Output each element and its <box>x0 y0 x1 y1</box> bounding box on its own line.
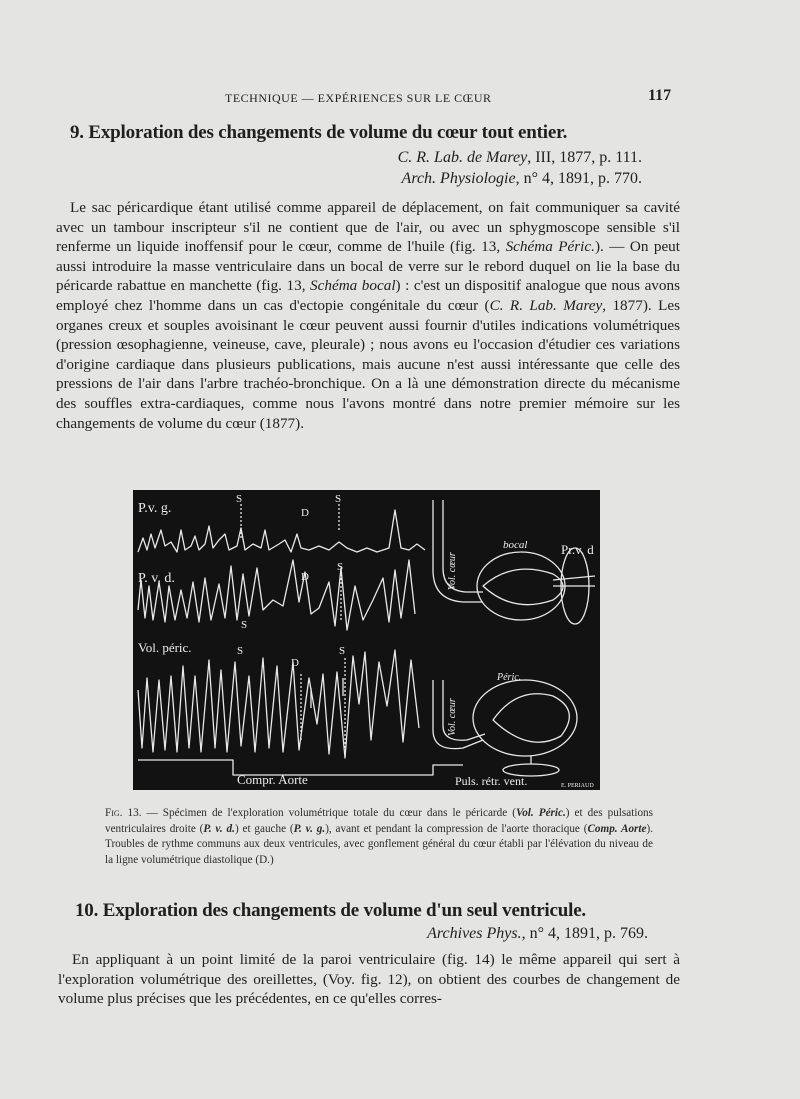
figure-13-engraving <box>133 490 600 790</box>
ref-source: Archives Phys. <box>427 925 522 942</box>
section-9-paragraph <box>56 198 680 433</box>
fig-label-d: D <box>301 507 309 519</box>
text-run: , 1877). Les organes creux et souples avoisinant le cœur peuvent aussi fournir d'utiles indications volumétriques (pression œsophagienne, veineuse, cave, pleurale) ; nous avons eu l'occasion d'étudier ces variations d'origine cardiaque dans plusieurs publications, mais aucune n'est aussi intéressante que celle des pressions de l'air dans l'arbre trachéo-bronchique. On a là une démonstration directe du mécanisme des souffles extra-cardiaques, comme nous l'avons montré dans notre premier mémoire sur les changements de volume du cœur (1877). <box>56 296 680 432</box>
fig-label-pvg: P.v. g. <box>138 501 172 516</box>
text-run: — Spécimen de l'exploration volumétrique totale du cœur dans le péricarde ( <box>141 807 516 819</box>
fig-label-prvd: Pr.v. d <box>561 542 594 557</box>
text-run: ), avant et pendant la compression de l'aorte thoracique ( <box>325 822 588 835</box>
ref-detail: , III, 1877, p. 111. <box>527 149 642 166</box>
ref-source: C. R. Lab. de Marey <box>397 149 528 166</box>
fig-label-s: S <box>237 645 244 657</box>
section-9-heading: 9. Exploration des changements de volume du cœur tout entier. <box>70 122 568 143</box>
figure-13-caption <box>105 806 653 868</box>
section-10-reference <box>427 925 648 943</box>
text-run: ). — On peut aussi introduire la masse ventriculaire dans un bocal de verre sur le rebord duquel on lie la base du péricarde rabattue en manchette (fig. 13, <box>56 238 680 295</box>
section-10-heading: 10. Exploration des changements de volume d'un seul ventricule. <box>75 900 586 921</box>
fig-label-s: S <box>236 493 243 505</box>
fig-label-vol-coeur-bottom: Vol. cœur <box>447 698 458 736</box>
text-run: Le sac péricardique étant utilisé comme appareil de déplacement, on fait communiquer sa cavité avec un tambour inscripteur s'il ne contient que de l'air, ou avec un sphygmoscope sensible s'il renferme un liquide inoffensif pour le cœur, comme de l'huile (fig. 13, <box>56 199 680 256</box>
text-run: ) et des pulsations ventriculaires droite ( <box>105 807 653 835</box>
text-run: ). Troubles de rythme communs aux deux ventricules, avec gonflement général du cœur établi par l'élévation du niveau de la ligne volumétrique diastolique (D.) <box>105 822 654 866</box>
italic-run: Vol. Péric. <box>515 807 566 819</box>
trace-pvd <box>138 560 415 630</box>
running-head: TECHNIQUE — EXPÉRIENCES SUR LE CŒUR <box>225 91 492 105</box>
fig-label-d: D <box>301 571 309 583</box>
apparatus-bocal-tube <box>433 500 483 602</box>
ref-source: Arch. Physiologie <box>401 170 516 187</box>
apparatus-heart <box>493 694 569 743</box>
italic-run: P. v. g. <box>293 822 326 835</box>
caption-label: Fig. 13. <box>105 807 142 819</box>
fig-label-compr-aorte: Compr. Aorte <box>237 772 308 787</box>
apparatus-heart <box>483 569 563 605</box>
apparatus-peric-sac <box>473 680 577 756</box>
italic-run: Schéma Péric. <box>505 238 595 256</box>
fig-label-s: S <box>337 561 344 573</box>
fig-label-s: S <box>335 493 342 505</box>
section-9-reference-2 <box>402 170 642 188</box>
ref-detail: , n° 4, 1891, p. 770. <box>515 170 642 187</box>
fig-label-peric: Péric. <box>497 672 522 683</box>
text-run: ) et gauche ( <box>234 822 294 835</box>
section-9-reference-1 <box>398 149 642 167</box>
fig-label-pvd: P. v. d. <box>138 571 175 586</box>
page-number: 117 <box>648 87 672 104</box>
trace-pvg <box>138 510 425 552</box>
text-run: ) : c'est un dispositif analogue que nous avons employé chez l'homme dans un cas d'ectopie congénitale du cœur ( <box>56 277 681 314</box>
apparatus-peric-tube <box>433 680 483 749</box>
fig-label-bocal: bocal <box>503 539 528 551</box>
fig-label-s: S <box>241 619 248 631</box>
fig-label-d: D <box>291 657 299 669</box>
fig-signature: E. PERIAUD <box>561 783 594 789</box>
trace-vol-peric <box>138 650 419 758</box>
fig-label-vol-coeur-top: Vol. cœur <box>447 552 458 590</box>
apparatus-bocal-jar <box>477 552 565 620</box>
italic-run: Schéma bocal <box>310 277 396 295</box>
italic-run: C. R. Lab. Marey <box>489 296 603 314</box>
italic-run: Comp. Aorte <box>587 822 647 835</box>
fig-label-puls: Puls. rétr. vent. <box>455 774 528 788</box>
italic-run: P. v. d. <box>203 822 235 835</box>
ref-detail: , n° 4, 1891, p. 769. <box>521 925 648 942</box>
figure-13-plate <box>133 490 600 790</box>
section-10-paragraph: En appliquant à un point limité de la paroi ventriculaire (fig. 14) le même appareil qui sert à l'exploration volumétrique des oreillettes, (Voy. fig. 12), on obtient des courbes de changement de volume plus précises que les précédentes, en ce qu'elles corres- <box>58 951 680 1008</box>
fig-label-vol-peric: Vol. péric. <box>138 640 192 655</box>
fig-label-s: S <box>339 645 346 657</box>
